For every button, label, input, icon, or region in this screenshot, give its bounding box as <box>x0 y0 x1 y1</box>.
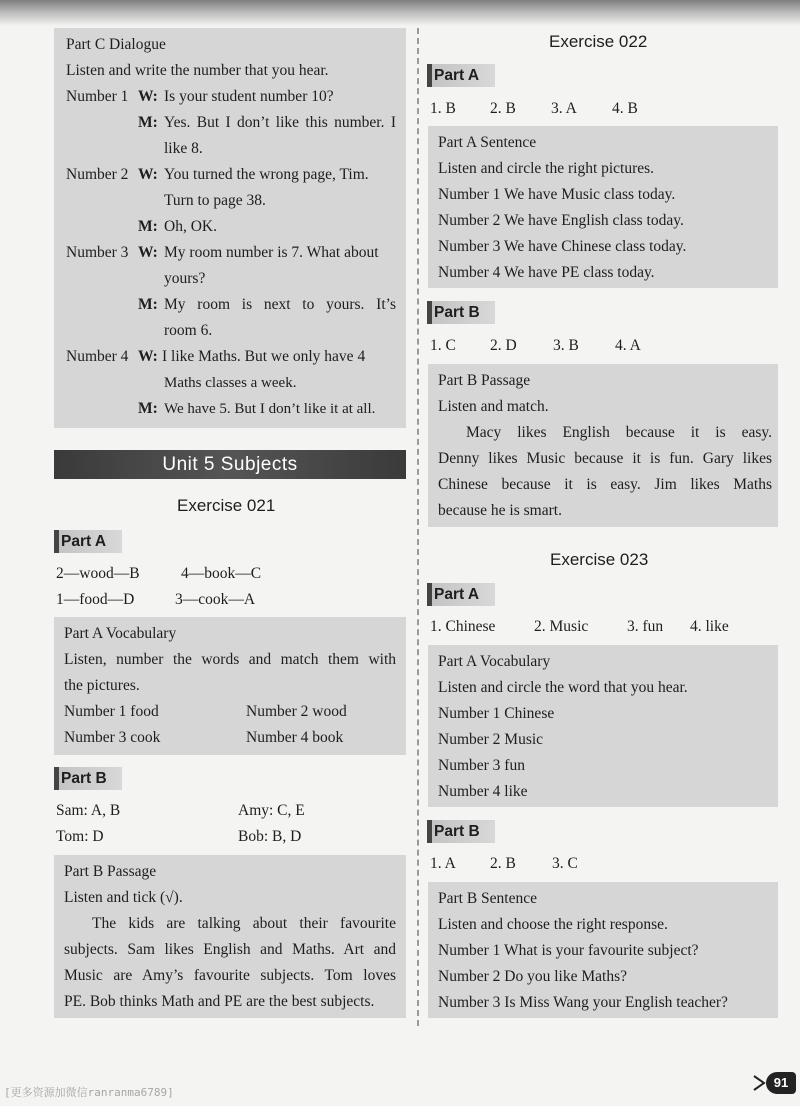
answer-item: 3. B <box>553 337 579 354</box>
answer-item: Sam: A, B <box>56 802 121 819</box>
dialogue-line: Is your student number 10? <box>164 88 334 105</box>
answer-item: 1—food—D <box>56 591 135 608</box>
dialogue-number-3-label: Number 3 <box>66 244 129 261</box>
part-b-tag: Part B <box>427 820 495 843</box>
dialogue-line: You turned the wrong page, Tim. <box>164 166 369 183</box>
sentence-item: Number 2 We have English class today. <box>438 212 684 229</box>
dialogue-speaker-w: W: <box>138 244 158 261</box>
part-c-instruction: Listen and write the number that you hear. <box>66 62 329 79</box>
dialogue-speaker-w: W: <box>138 88 158 105</box>
passage-instruction: Listen and tick (√). <box>64 889 183 906</box>
vocabulary-instruction: Listen and circle the word that you hear. <box>438 679 688 696</box>
sentence-item: Number 3 We have Chinese class today. <box>438 238 687 255</box>
dialogue-line: Maths classes a week. <box>164 375 297 391</box>
dialogue-line: My room is next to yours. It’s <box>164 296 396 313</box>
answer-item: 3. C <box>552 855 578 872</box>
vocabulary-item: Number 3 cook <box>64 729 161 746</box>
passage-line: subjects. Sam likes English and Maths. Art and <box>64 941 396 958</box>
dialogue-line: like 8. <box>164 140 203 157</box>
dialogue-line: We have 5. But I don’t like it at all. <box>164 401 376 417</box>
exercise-023-title: Exercise 023 <box>550 550 649 569</box>
dialogue-line: Yes. But I don’t like this number. I <box>164 114 396 131</box>
dialogue-line: Oh, OK. <box>164 218 217 235</box>
dialogue-number-2-label: Number 2 <box>66 166 129 183</box>
watermark-text: [更多资源加微信ranranma6789] <box>4 1086 174 1099</box>
answer-item: Amy: C, E <box>238 802 305 819</box>
dialogue-number-1-label: Number 1 <box>66 88 129 105</box>
vocabulary-item: Number 2 Music <box>438 731 544 748</box>
answer-item: 3—cook—A <box>175 591 256 608</box>
dialogue-speaker-w: W: <box>138 166 158 183</box>
vocabulary-item: Number 2 wood <box>246 703 347 720</box>
passage-header: Part B Passage <box>438 372 531 389</box>
vocabulary-item: Number 1 food <box>64 703 159 720</box>
answer-item: Bob: B, D <box>238 828 302 845</box>
passage-line: Macy likes English because it is easy. <box>466 424 772 441</box>
sentence-item: Number 1 What is your favourite subject? <box>438 942 699 959</box>
dialogue-speaker-m: M: <box>138 114 158 131</box>
part-b-tag: Part B <box>54 767 122 790</box>
passage-line: Denny likes Music because it is fun. Gary likes <box>438 450 772 467</box>
vocabulary-header: Part A Vocabulary <box>438 653 551 670</box>
passage-line: PE. Bob thinks Math and PE are the best subjects. <box>64 993 375 1010</box>
exercise-021-title: Exercise 021 <box>177 496 276 515</box>
part-c-header: Part C Dialogue <box>66 36 166 53</box>
sentence-instruction: Listen and choose the right response. <box>438 916 668 933</box>
answer-item: 2. B <box>490 100 516 117</box>
dialogue-speaker-m: M: <box>138 218 158 235</box>
sentence-item: Number 1 We have Music class today. <box>438 186 676 203</box>
dialogue-line: yours? <box>164 270 206 287</box>
page-corner-icon <box>752 1074 766 1092</box>
answer-item: 1. C <box>430 337 456 354</box>
answer-item: 4. like <box>690 618 729 635</box>
answer-item: 3. A <box>551 100 577 117</box>
dialogue-speaker-m: M: <box>138 296 158 313</box>
answer-item: 1. Chinese <box>430 618 496 635</box>
answer-item: 2. B <box>490 855 516 872</box>
answer-item: 4. B <box>612 100 638 117</box>
sentence-item: Number 2 Do you like Maths? <box>438 968 627 985</box>
sentence-item: Number 3 Is Miss Wang your English teacher? <box>438 994 728 1011</box>
dialogue-speaker-w: W: <box>138 348 158 365</box>
part-b-tag: Part B <box>427 301 495 324</box>
part-a-tag: Part A <box>427 583 495 606</box>
sentence-item: Number 4 We have PE class today. <box>438 264 655 281</box>
sentence-header: Part B Sentence <box>438 890 538 907</box>
vocabulary-instruction: the pictures. <box>64 677 140 694</box>
sentence-header: Part A Sentence <box>438 134 537 151</box>
answer-item: 3. fun <box>627 618 664 635</box>
passage-instruction: Listen and match. <box>438 398 549 415</box>
column-divider <box>417 28 419 1026</box>
answer-item: 2. Music <box>534 618 589 635</box>
answer-item: 2. D <box>490 337 517 354</box>
passage-line: The kids are talking about their favourite <box>92 915 396 932</box>
dialogue-number-4-label: Number 4 <box>66 348 129 365</box>
vocabulary-item: Number 1 Chinese <box>438 705 555 722</box>
dialogue-line: Turn to page 38. <box>164 192 266 209</box>
answer-item: 4. A <box>615 337 641 354</box>
vocabulary-item: Number 3 fun <box>438 757 525 774</box>
dialogue-speaker-m: M: <box>138 400 158 417</box>
exercise-022-title: Exercise 022 <box>549 32 648 51</box>
dialogue-line: room 6. <box>164 322 213 339</box>
vocabulary-item: Number 4 book <box>246 729 344 746</box>
sentence-instruction: Listen and circle the right pictures. <box>438 160 655 177</box>
dialogue-line: I like Maths. But we only have 4 <box>162 348 366 365</box>
passage-line: Chinese because it is easy. Jim likes Maths <box>438 476 772 493</box>
answer-item: 1. A <box>430 855 456 872</box>
vocabulary-header: Part A Vocabulary <box>64 625 177 642</box>
answer-item: Tom: D <box>56 828 104 845</box>
part-a-tag: Part A <box>427 64 495 87</box>
vocabulary-item: Number 4 like <box>438 783 528 800</box>
passage-line: because he is smart. <box>438 502 562 519</box>
answer-item: 1. B <box>430 100 456 117</box>
unit-title-banner: Unit 5 Subjects <box>54 450 406 479</box>
page-number-badge: 91 <box>766 1072 796 1094</box>
passage-line: Music are Amy’s favourite subjects. Tom loves <box>64 967 396 984</box>
page-top-shadow <box>0 0 800 26</box>
answer-item: 2—wood—B <box>56 565 140 582</box>
answer-item: 4—book—C <box>181 565 262 582</box>
part-a-tag: Part A <box>54 530 122 553</box>
dialogue-line: My room number is 7. What about <box>164 244 379 261</box>
passage-header: Part B Passage <box>64 863 157 880</box>
vocabulary-instruction: Listen, number the words and match them with <box>64 651 396 668</box>
